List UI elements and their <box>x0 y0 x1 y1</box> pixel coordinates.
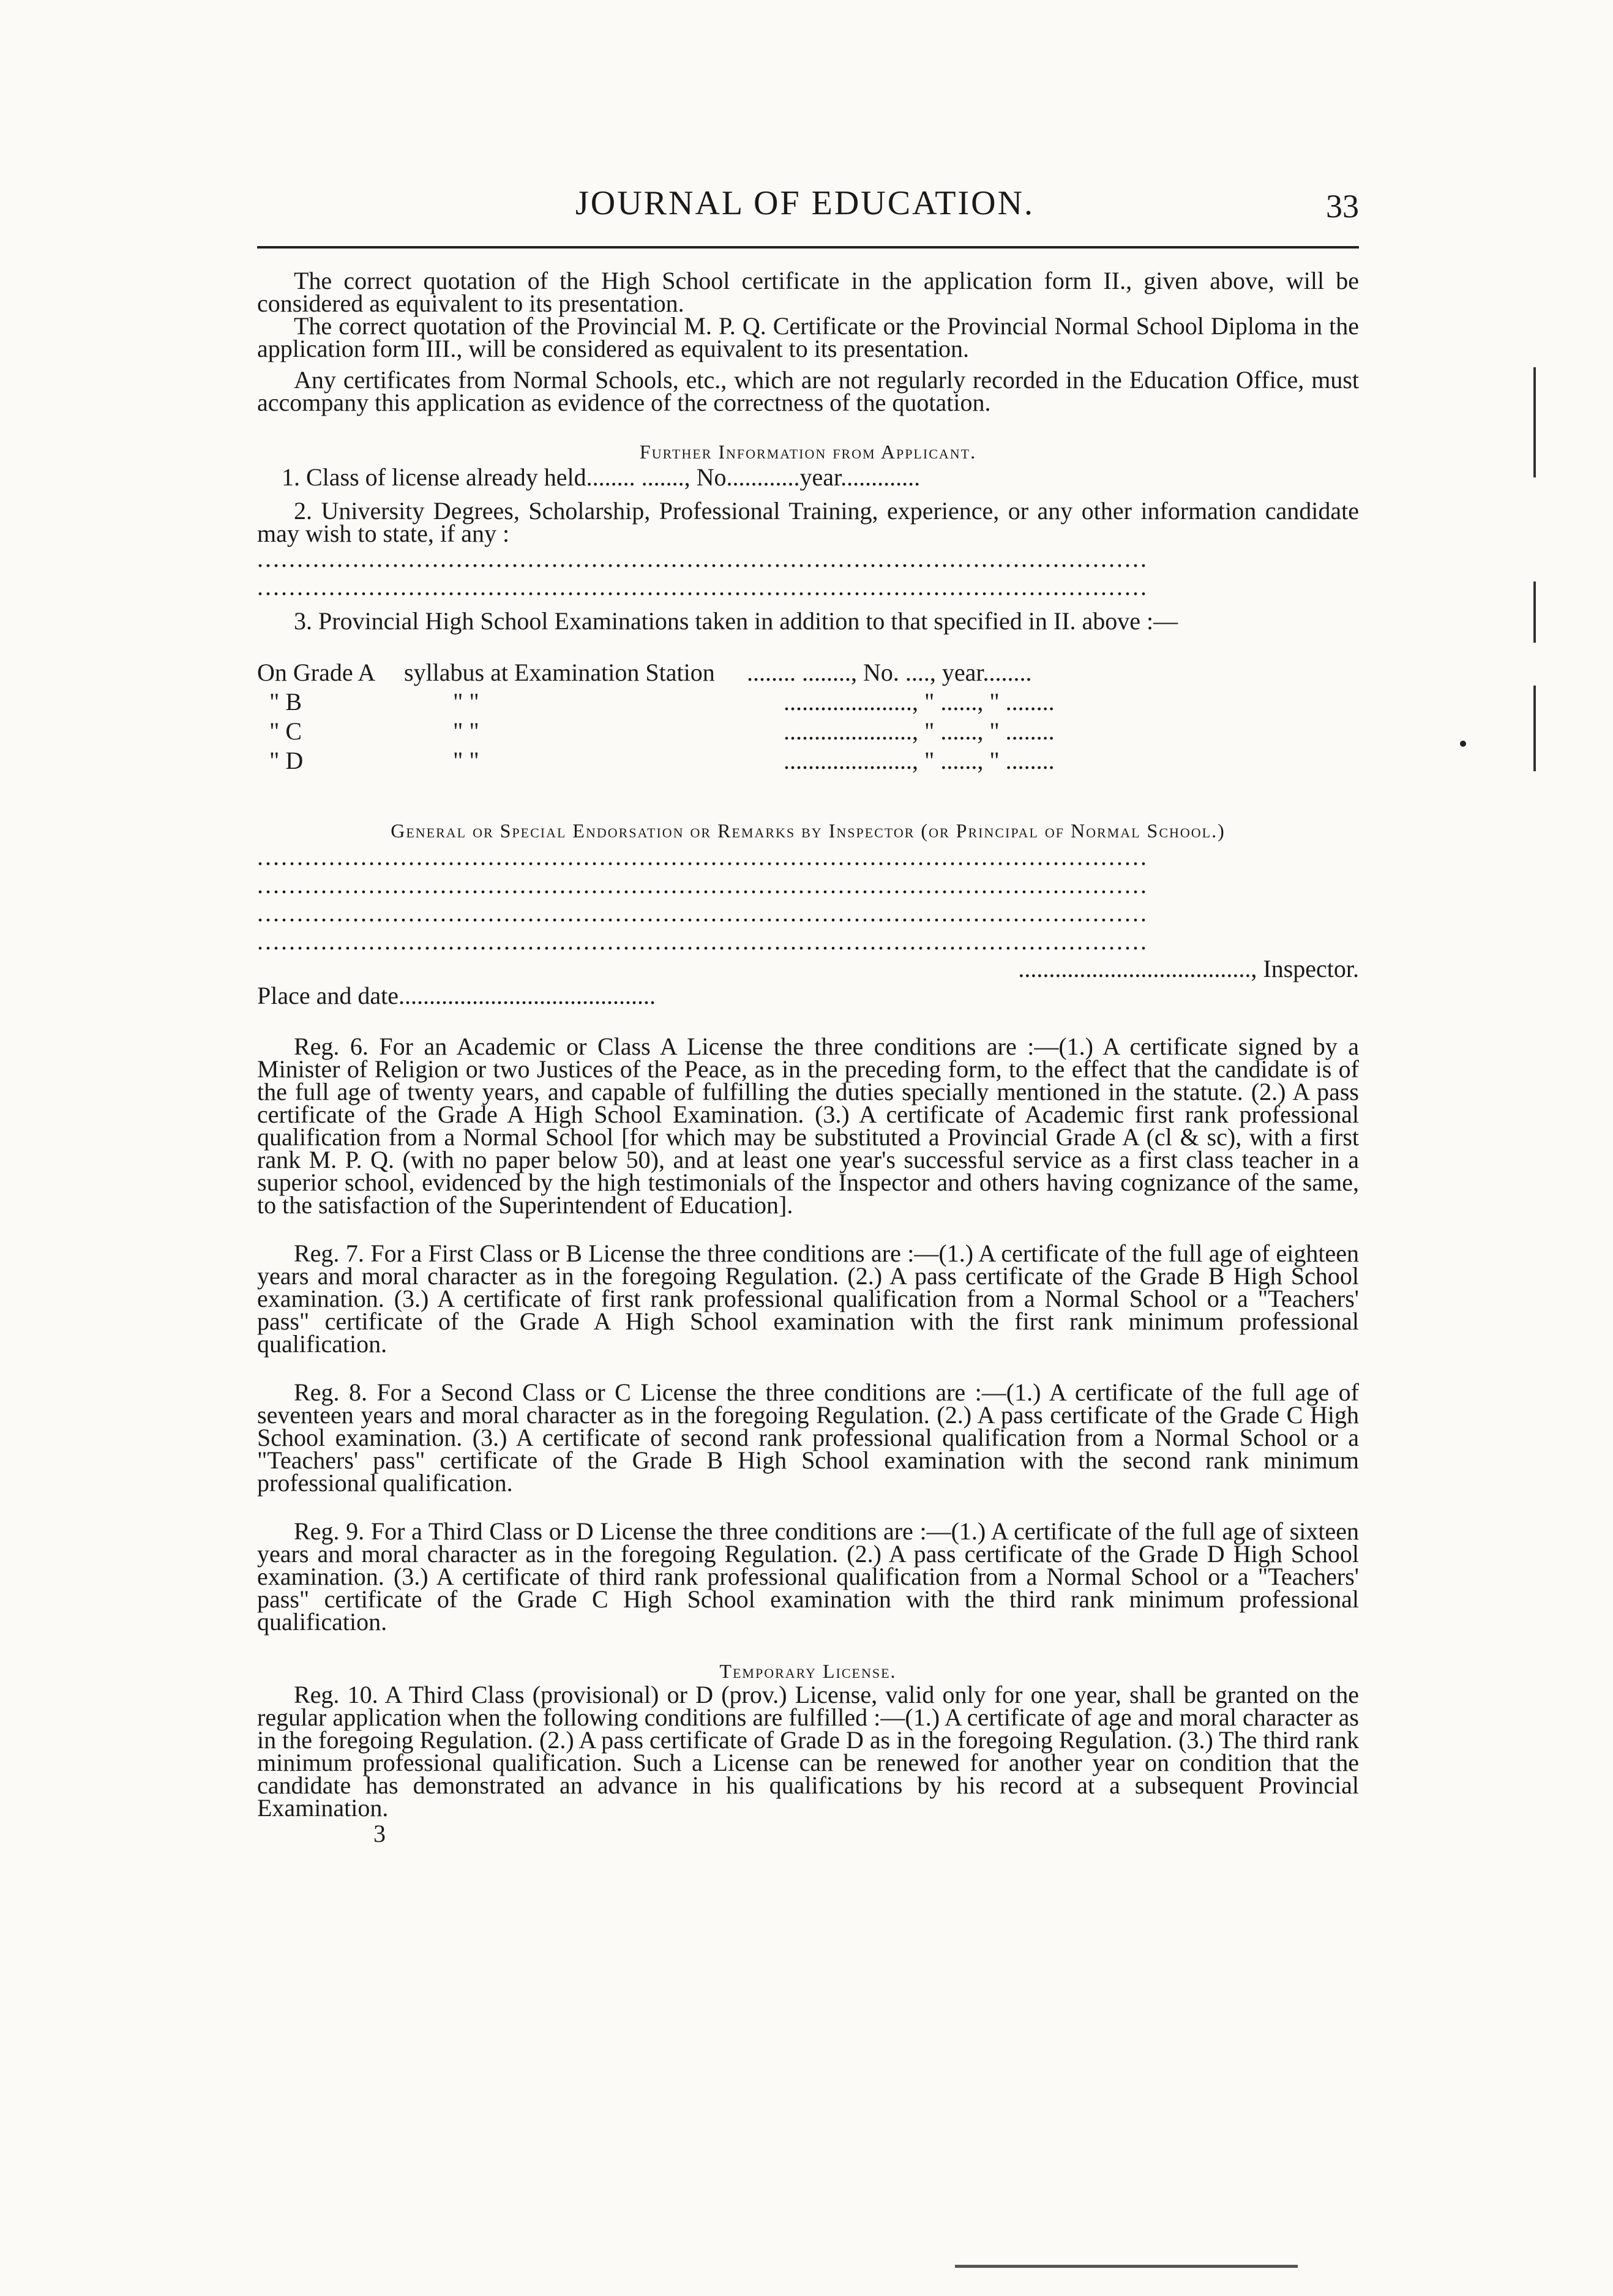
place-and-date-line: Place and date.......................................... <box>257 982 656 1009</box>
scan-edge-mark <box>1533 367 1536 477</box>
temporary-license-heading: Temporary License. <box>719 1660 897 1682</box>
remarks-dotted-line: ................................................................................................................ <box>257 927 1148 955</box>
grade-fill-in: ........ ........, No. ...., year........ <box>747 659 1032 686</box>
answer-dotted-line: ................................................................................................................ <box>257 573 1148 600</box>
class-of-license-line: 1. Class of license already held........ ......., No............year............. <box>282 464 921 491</box>
remarks-dotted-line: ................................................................................................................ <box>257 899 1148 927</box>
grade-label: " D <box>269 747 304 774</box>
grade-fill-in: ....................., " ......, " ........ <box>784 747 1055 774</box>
further-information-heading: Further Information from Applicant. <box>639 441 977 463</box>
grade-row-c <box>257 717 1359 746</box>
grade-fill-in: ....................., " ......, " ........ <box>784 717 1055 745</box>
regulation-6: Reg. 6. For an Academic or Class A License the three conditions are :—(1.) A certificate signed by a Minister of Religion or two Justices of the Peace, as in the preceding form, to the effect that the candidate is of the full age of twenty years, and capable of fulfilling the duties specially mentioned in the statute. (2.) A pass certificate of the Grade A High School Examination. (3.) A certificate of Academic first rank professional qualification from a Normal School [for which may be substituted a Provincial Grade A (cl & sc), with a first rank M. P. Q. (with no paper below 50), and at least one year's successful service as a first class teacher in a superior school, evidenced by the high testimonials of the Inspector and others having cognizance of the same, to the satisfaction of the Superintendent of Education]. <box>257 1033 1359 1219</box>
paragraph-normal-school-certificates: Any certificates from Normal Schools, etc., which are not regularly recorded in the Education Office, must accompany this application as evidence of the correctness of the quotation. <box>257 366 1359 416</box>
grade-syllabus: syllabus at Examination Station <box>404 659 715 686</box>
regulation-7: Reg. 7. For a First Class or B License the three conditions are :—(1.) A certificate of the full age of eighteen years and moral character as in the foregoing Regulation. (2.) A pass certificate of the Grade B High School examination. (3.) A certificate of first rank professional qualification from a Normal School or a "Teachers' pass" certificate of the Grade A High School examination with the first rank minimum professional qualification. <box>257 1240 1359 1358</box>
paragraph-quotation-mpq: The correct quotation of the Provincial M. P. Q. Certificate or the Provincial Normal School Diploma in the application form III., will be considered as equivalent to its presentation. <box>257 312 1359 362</box>
university-degrees-item: 2. University Degrees, Scholarship, Professional Training, experience, or any other information candidate may wish to state, if any : <box>257 497 1359 547</box>
scan-bottom-mark <box>955 2265 1298 2268</box>
grade-label: " B <box>269 688 302 716</box>
regulation-10: Reg. 10. A Third Class (provisional) or D (prov.) License, valid only for one year, shall be granted on the regular application when the following conditions are fulfilled :—(1.) A certificate of age and moral character as in the foregoing Regulation. (2.) A pass certificate of Grade D as in the foregoing Regulation. (3.) The third rank minimum professional qualification. Such a License can be renewed for another year on condition that the candidate has demonstrated an advance in his qualifications by his record at a subsequent Provincial Examination. <box>257 1681 1359 1822</box>
grade-label: On Grade A <box>257 659 376 686</box>
grade-examination-table <box>257 658 1359 776</box>
inspector-signature-line: ......................................, Inspector. <box>1018 955 1359 982</box>
provincial-exams-item: 3. Provincial High School Examinations taken in addition to that specified in II. above :— <box>294 607 1178 635</box>
page-header <box>257 184 1359 239</box>
signature-mark: 3 <box>373 1820 386 1847</box>
paragraph-quotation-high-school: The correct quotation of the High School certificate in the application form II., given above, will be considered as equivalent to its presentation. <box>257 267 1359 317</box>
page-number: 33 <box>1326 188 1359 225</box>
remarks-dotted-line: ................................................................................................................ <box>257 871 1148 899</box>
grade-fill-in: ....................., " ......, " ........ <box>784 688 1055 716</box>
header-rule <box>257 246 1359 249</box>
grade-syllabus: " " <box>453 747 479 774</box>
answer-dotted-line: ................................................................................................................ <box>257 545 1148 572</box>
running-title: JOURNAL OF EDUCATION. <box>575 184 1035 222</box>
regulation-8: Reg. 8. For a Second Class or C License the three conditions are :—(1.) A certificate of the full age of seventeen years and moral character as in the foregoing Regulation. (2.) A pass certificate of the Grade C High School examination. (3.) A certificate of second rank professional qualification from a Normal School or a "Teachers' pass" certificate of the Grade B High School examination with the second rank minimum professional qualification. <box>257 1378 1359 1497</box>
main-column <box>257 269 1359 1848</box>
grade-syllabus: " " <box>453 717 479 745</box>
remarks-dotted-line: ................................................................................................................ <box>257 843 1148 870</box>
grade-label: " C <box>269 717 302 745</box>
scan-edge-mark <box>1533 686 1536 771</box>
grade-row-d <box>257 746 1359 776</box>
grade-row-b <box>257 687 1359 717</box>
scan-dot-mark <box>1460 741 1466 747</box>
grade-syllabus: " " <box>453 688 479 716</box>
endorsement-heading: General or Special Endorsation or Remarks by Inspector (or Principal of Normal School.) <box>391 820 1226 842</box>
scan-edge-mark <box>1533 581 1536 643</box>
regulation-9: Reg. 9. For a Third Class or D License the three conditions are :—(1.) A certificate of the full age of sixteen years and moral character as in the foregoing Regulation. (2.) A pass certificate of the Grade D High School examination. (3.) A certificate of third rank professional qualification from a Normal School or a "Teachers' pass" certificate of the Grade C High School examination with the third rank minimum professional qualification. <box>257 1517 1359 1636</box>
grade-row-a <box>257 658 1359 687</box>
